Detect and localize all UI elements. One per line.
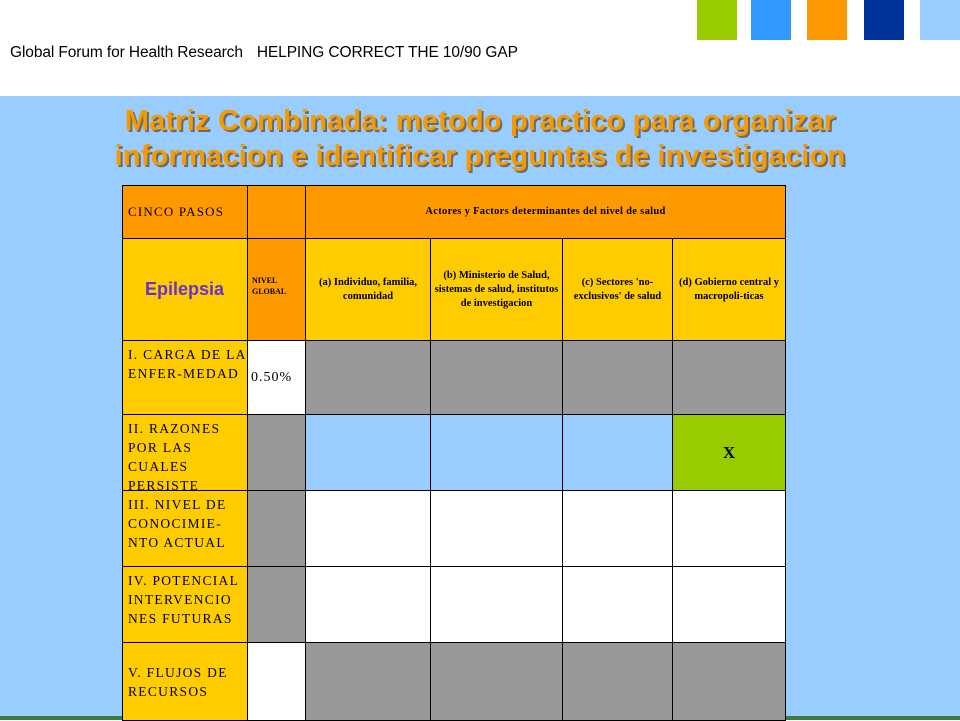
org-name: Global Forum for Health Research [10, 44, 243, 61]
global-value-intervenciones [248, 567, 306, 643]
matrix-cell [563, 567, 673, 643]
global-value-carga: 0.50% [248, 341, 306, 415]
matrix-cell [306, 643, 431, 721]
matrix-cell [431, 341, 563, 415]
header-text [10, 44, 518, 62]
matrix-cell [431, 415, 563, 491]
orange-square [807, 0, 847, 40]
header-bar [0, 0, 960, 96]
global-value-conocimiento [248, 491, 306, 567]
matrix-cell [673, 341, 786, 415]
disease-label: Epilepsia [122, 239, 248, 341]
light-blue-square [920, 0, 960, 40]
title-line-1: Matriz Combinada: metodo practico para organizar [124, 105, 836, 137]
global-level-header: NIVEL GLOBAL [248, 239, 306, 341]
row-label-carga: I. CARGA DE LA ENFER-MEDAD [122, 341, 248, 415]
row-label-razones: II. RAZONES POR LAS CUALES PERSISTE [122, 415, 248, 491]
slide-title [0, 104, 960, 174]
column-header-a: (a) Individuo, familia, comunidad [306, 239, 431, 341]
matrix-cell [673, 643, 786, 721]
matrix-cell [673, 567, 786, 643]
tagline: HELPING CORRECT THE 10/90 GAP [256, 44, 518, 61]
title-line-2: informacion e identificar preguntas de investigacion [114, 140, 846, 172]
global-value-razones [248, 415, 306, 491]
matrix-cell [431, 491, 563, 567]
blue-square [751, 0, 791, 40]
matrix-cell [306, 491, 431, 567]
row-label-flujos: V. FLUJOS DE RECURSOS [122, 643, 248, 721]
column-header-c: (c) Sectores 'no-exclusivos' de salud [563, 239, 673, 341]
combined-matrix [122, 185, 786, 721]
green-square [697, 0, 737, 40]
column-header-d: (d) Gobierno central y macropoli-ticas [673, 239, 786, 341]
matrix-cell [563, 415, 673, 491]
column-header-b: (b) Ministerio de Salud, sistemas de salud, institutos de investigacion [431, 239, 563, 341]
matrix-cell [563, 341, 673, 415]
row-label-intervenciones: IV. POTENCIAL INTERVENCIO NES FUTURAS [122, 567, 248, 643]
navy-square [864, 0, 904, 40]
blank-header-cell [248, 185, 306, 239]
actors-header: Actores y Factors determinantes del nivel de salud [306, 185, 786, 239]
matrix-cell [306, 341, 431, 415]
matrix-cell [563, 491, 673, 567]
matrix-cell [306, 567, 431, 643]
row-label-conocimiento: III. NIVEL DE CONOCIMIE-NTO ACTUAL [122, 491, 248, 567]
marked-cell: X [673, 415, 786, 491]
matrix-cell [306, 415, 431, 491]
matrix-cell [431, 567, 563, 643]
matrix-cell [673, 491, 786, 567]
corner-label: CINCO PASOS [122, 185, 248, 239]
matrix-cell [431, 643, 563, 721]
global-value-flujos [248, 643, 306, 721]
matrix-cell [563, 643, 673, 721]
